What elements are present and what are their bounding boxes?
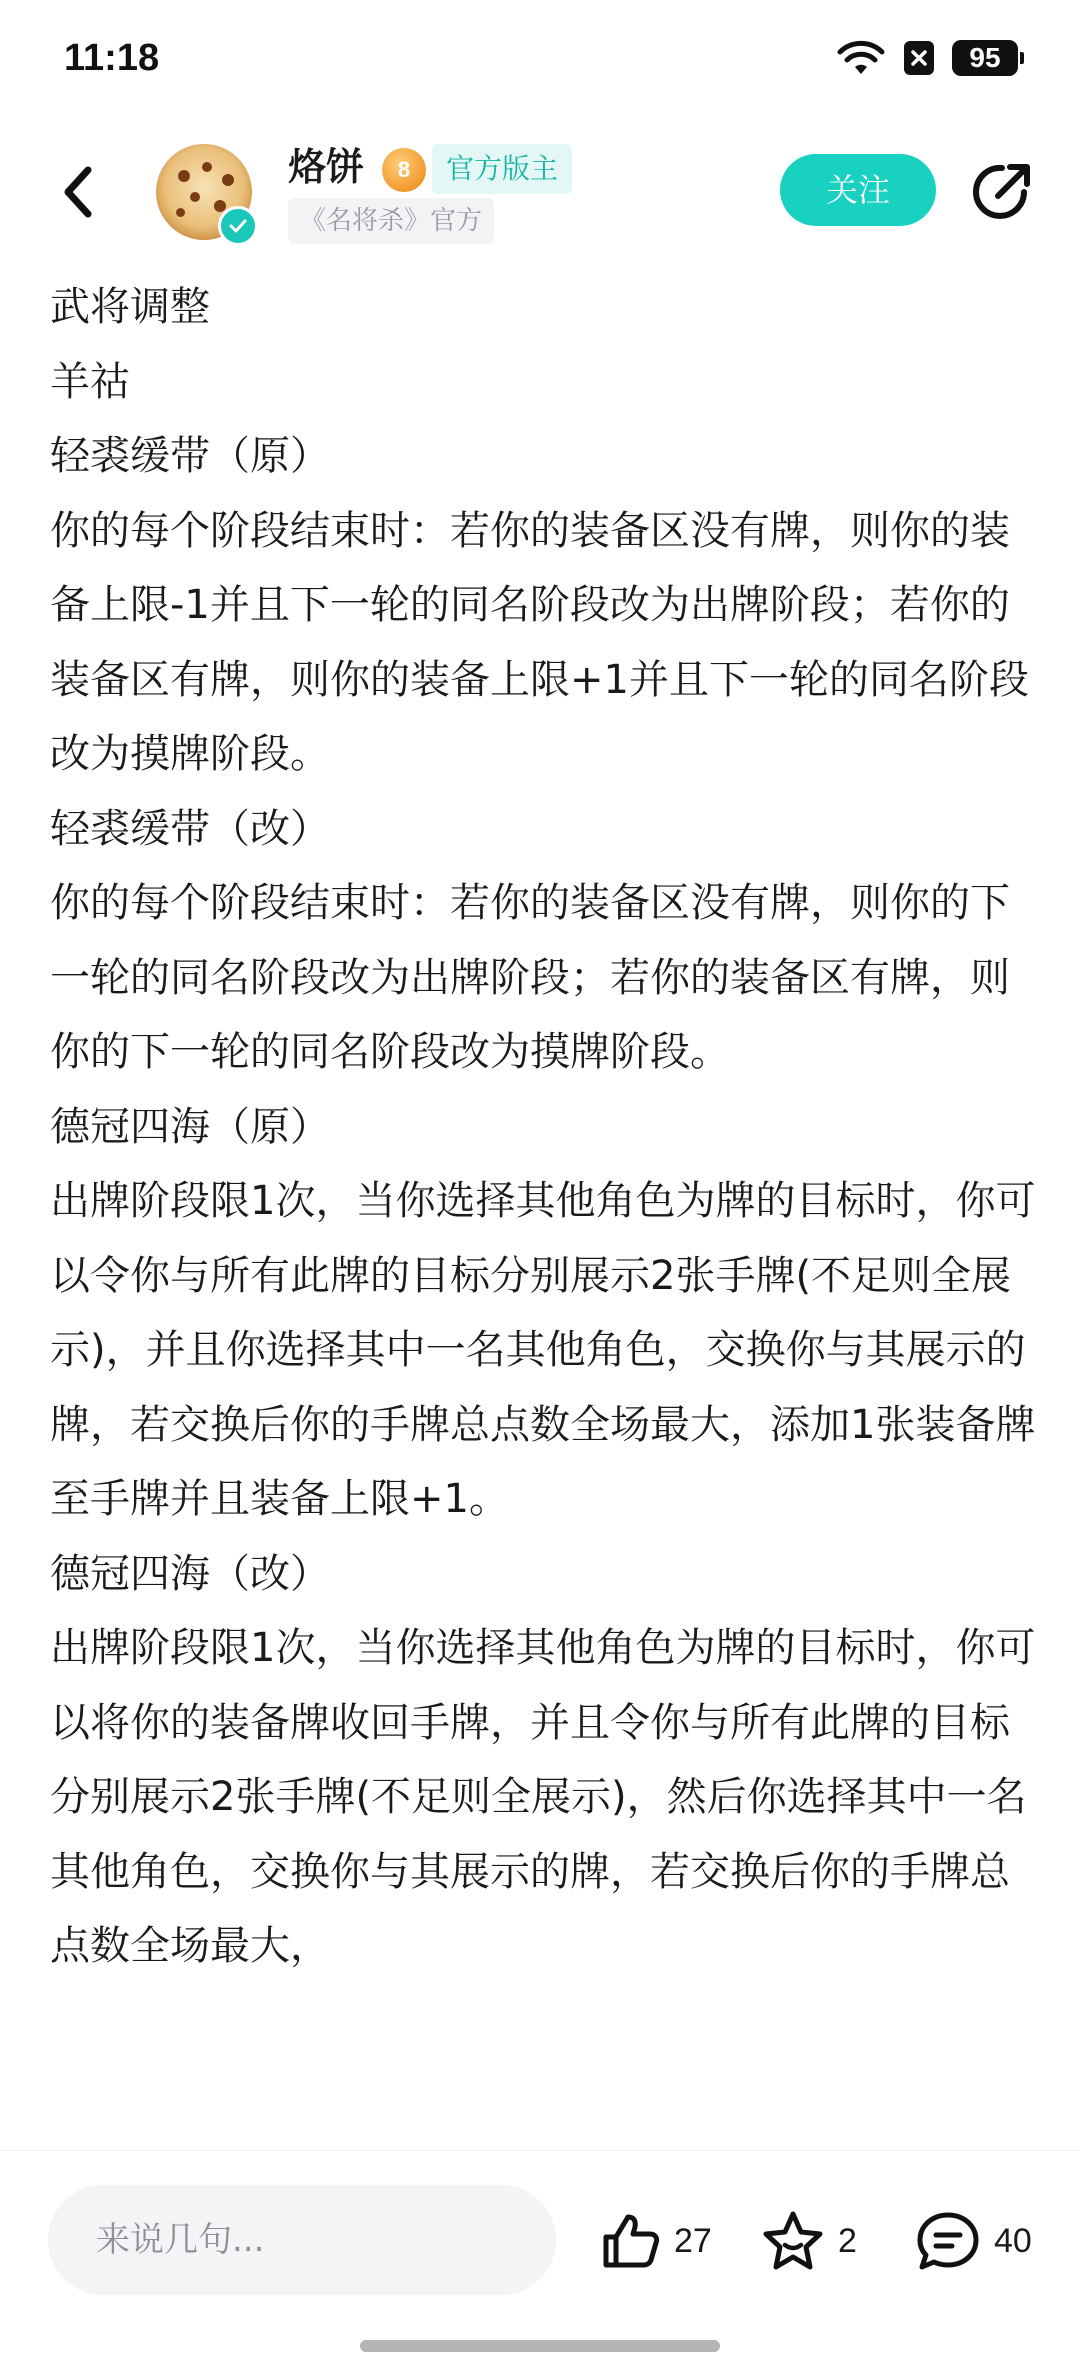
back-button[interactable] — [44, 158, 112, 226]
battery-icon — [952, 40, 1018, 76]
status-bar — [0, 0, 1080, 116]
notification-x-icon — [904, 41, 934, 75]
role-badge: 官方版主 — [432, 144, 572, 194]
skill-description: 你的每个阶段结束时：若你的装备区没有牌，则你的装备上限-1并且下一轮的同名阶段改为出牌阶段；若你的装备区有牌，则你的装备上限+1并且下一轮的同名阶段改为摸牌阶段。 — [50, 507, 1029, 777]
level-badge — [382, 148, 426, 192]
home-indicator[interactable] — [360, 2340, 720, 2352]
comment-count: 40 — [994, 2221, 1032, 2260]
battery-level: 95 — [969, 42, 1001, 73]
star-icon — [760, 2209, 826, 2273]
back-arrow-icon — [58, 162, 98, 222]
skill-description: 你的每个阶段结束时：若你的装备区没有牌，则你的下一轮的同名阶段改为出牌阶段；若你的装备区有牌，则你的下一轮的同名阶段改为摸牌阶段。 — [50, 880, 1010, 1075]
user-subtitle: 《名将杀》官方 — [288, 198, 494, 244]
favorite-count: 2 — [838, 2221, 857, 2260]
comment-bubble-icon — [914, 2209, 982, 2273]
verified-icon — [218, 206, 258, 246]
skill-title: 德冠四海（原） — [50, 1103, 330, 1150]
user-name[interactable]: 烙饼 — [288, 145, 365, 189]
status-time: 11:18 — [64, 36, 160, 79]
status-icons — [836, 38, 1018, 78]
skill-description: 出牌阶段限1次，当你选择其他角色为牌的目标时，你可以令你与所有此牌的目标分别展示2张手牌(不足则全展示)，并且你选择其中一名其他角色，交换你与其展示的牌，若交换后你的手牌总点数全场最大，添加1张装备牌至手牌并且装备上限+1。 — [50, 1178, 1036, 1522]
wifi-icon — [836, 38, 886, 78]
general-name: 羊祜 — [50, 358, 130, 405]
like-count: 27 — [674, 2221, 712, 2260]
comment-input[interactable] — [48, 2185, 556, 2295]
comment-button[interactable] — [914, 2203, 1032, 2279]
level-number: 8 — [397, 157, 411, 182]
like-button[interactable] — [598, 2203, 712, 2279]
skill-title: 轻裘缓带（改） — [50, 805, 330, 852]
post-header — [0, 128, 1080, 256]
skill-description: 出牌阶段限1次，当你选择其他角色为牌的目标时，你可以将你的装备牌收回手牌，并且令你与所有此牌的目标分别展示2张手牌(不足则全展示)，然后你选择其中一名其他角色，交换你与其展示的牌，若交换后你的手牌总点数全场最大， — [50, 1625, 1036, 1969]
thumbs-up-icon — [598, 2209, 662, 2273]
section-title: 武将调整 — [50, 284, 210, 330]
post-content — [50, 270, 1040, 1984]
content-fade — [0, 2090, 1080, 2150]
skill-title: 德冠四海（改） — [50, 1550, 330, 1597]
share-icon[interactable] — [966, 158, 1036, 228]
skill-title: 轻裘缓带（原） — [50, 433, 330, 479]
favorite-button[interactable] — [760, 2203, 857, 2279]
follow-button[interactable]: 关注 — [780, 154, 936, 226]
